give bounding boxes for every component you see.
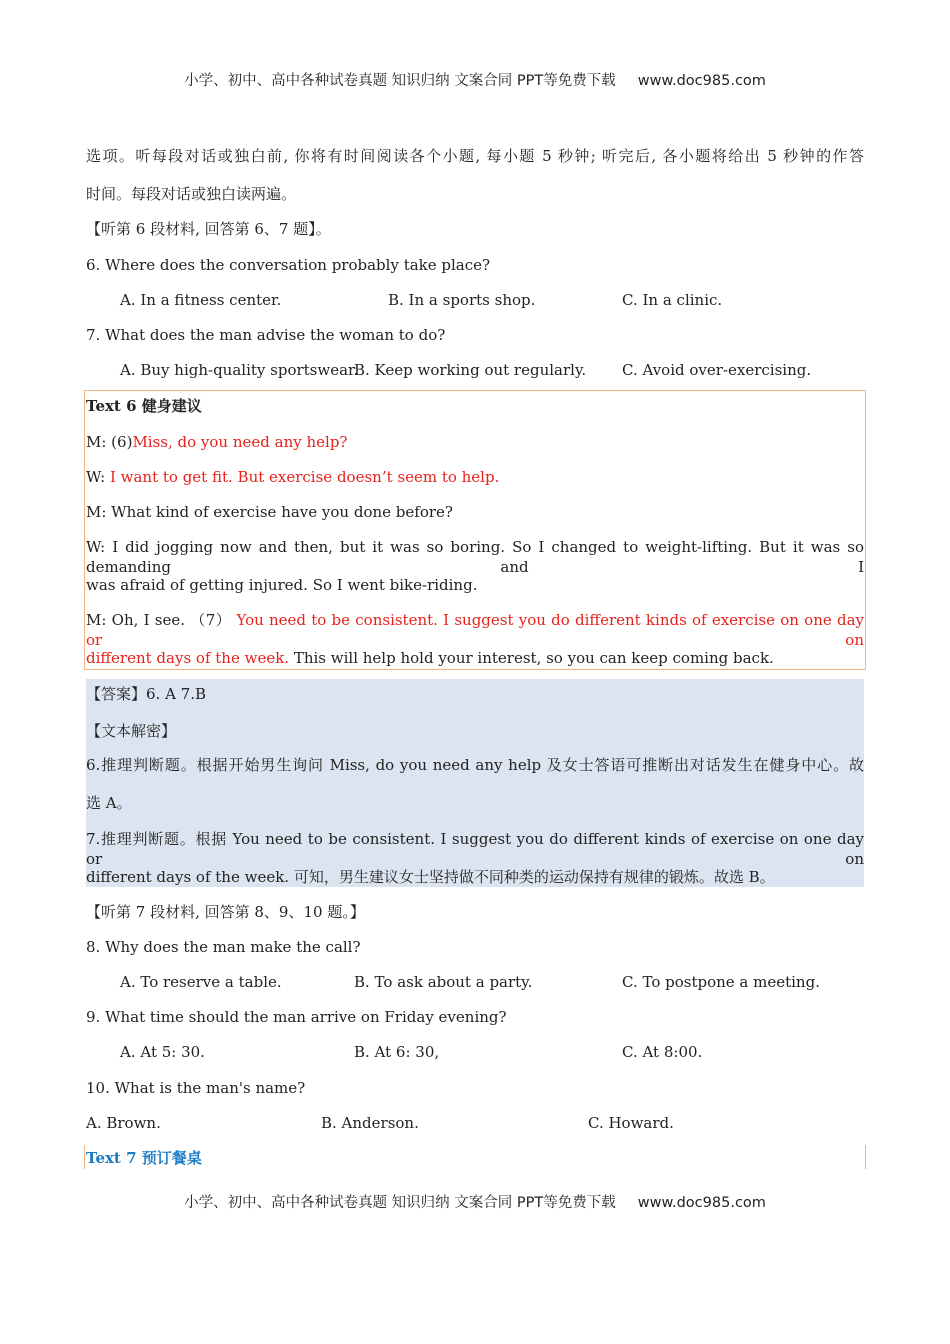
speaker-prefix: M: (6) [86,433,133,451]
q7-stem: 7. What does the man advise the woman to do? [86,326,446,344]
analysis-q7-line-2: different days of the week. 可知，男生建议女士坚持做不同种类的运动保持有规律的锻炼。故选 B。 [86,868,775,886]
analysis-heading: 【文本解密】 [86,722,177,740]
page-header [0,69,950,90]
text6-line-3: M: What kind of exercise have you done before? [86,503,453,521]
text6-line-5: was afraid of getting injured. So I went bike-riding. [86,576,478,594]
analysis-q6-line-2: 选 A。 [86,794,132,812]
section7-heading: 【听第 7 段材料, 回答第 8、9、10 题。】 [86,903,365,921]
header-site-link[interactable]: www.doc985.com [637,73,766,89]
q8-option-b: B. To ask about a party. [354,973,533,991]
q10-option-c: C. Howard. [588,1114,674,1132]
q6-stem: 6. Where does the conversation probably take place? [86,256,491,274]
q8-stem: 8. Why does the man make the call? [86,938,361,956]
intro-line-2: 时间。每段对话或独白读两遍。 [86,185,297,203]
footer-text: 小学、初中、高中各种试卷真题 知识归纳 文案合同 PPT等免费下载 [184,1195,616,1211]
q9-option-c: C. At 8:00. [622,1043,703,1061]
highlighted-answer-text: different days of the week. [86,649,290,667]
q7-option-a: A. Buy high-quality sportswear. [120,361,359,379]
q6-option-b: B. In a sports shop. [388,291,536,309]
analysis-q6-line-1: 6.推理判断题。根据开始男生询问 Miss, do you need any help 及女士答语可推断出对话发生在健身中心。故 [86,756,864,774]
q9-option-b: B. At 6: 30, [354,1043,440,1061]
q8-option-a: A. To reserve a table. [120,973,282,991]
q10-stem: 10. What is the man's name? [86,1079,306,1097]
q9-stem: 9. What time should the man arrive on Friday evening? [86,1008,507,1026]
text6-line-6 [86,610,864,650]
text6-title: Text 6 健身建议 [86,397,202,415]
q10-option-a: A. Brown. [86,1114,161,1132]
section6-heading: 【听第 6 段材料, 回答第 6、7 题】。 [86,220,331,238]
text7-title: Text 7 预订餐桌 [86,1149,202,1167]
highlighted-answer-text: I want to get fit. But exercise doesn’t seem to help. [109,468,500,486]
analysis-q7-line-1: 7.推理判断题。根据 You need to be consistent. I suggest you do different kinds of exercise on one day or on [86,830,864,868]
text6-line-2 [86,467,499,487]
page-footer [0,1191,950,1212]
intro-line-1: 选项。听每段对话或独白前, 你将有时间阅读各个小题, 每小题 5 秒钟; 听完后, 各小题将给出 5 秒钟的作答 [86,147,864,165]
footer-site-link[interactable]: www.doc985.com [637,1195,766,1211]
q8-option-c: C. To postpone a meeting. [622,973,820,991]
speaker-prefix: M: Oh, I see. （7） [86,611,232,629]
text6-line-7 [86,648,774,668]
q6-option-c: C. In a clinic. [622,291,723,309]
q10-option-b: B. Anderson. [321,1114,419,1132]
q9-option-a: A. At 5: 30. [120,1043,205,1061]
text6-line-1 [86,432,347,452]
highlighted-answer-text: You need to be consistent. I suggest you do different kinds of exercise on one day or on [86,611,864,649]
q7-option-b: B. Keep working out regularly. [354,361,587,379]
answer-line: 【答案】6. A 7.B [86,685,207,703]
highlighted-answer-text: Miss, do you need any help? [132,433,348,451]
plain-text: This will help hold your interest, so you can keep coming back. [289,649,774,667]
q6-option-a: A. In a fitness center. [120,291,282,309]
header-text: 小学、初中、高中各种试卷真题 知识归纳 文案合同 PPT等免费下载 [184,73,616,89]
speaker-prefix: W: [86,468,110,486]
text6-line-4: W: I did jogging now and then, but it was so boring. So I changed to weight-lifting. But it was so demanding and I [86,538,864,576]
q7-option-c: C. Avoid over-exercising. [622,361,812,379]
